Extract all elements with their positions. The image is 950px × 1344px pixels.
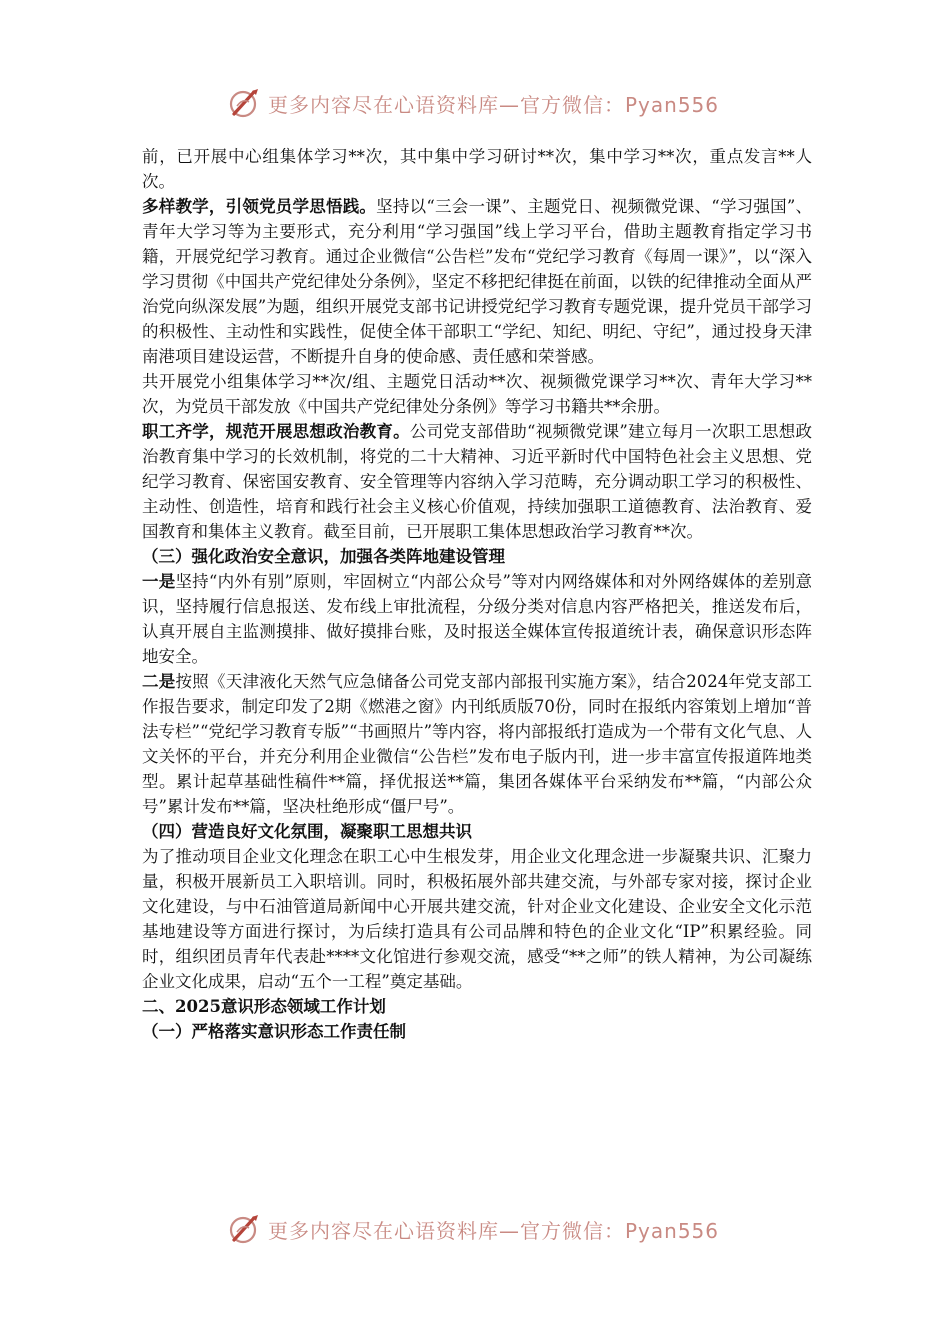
pen-logo-icon	[228, 86, 262, 120]
watermark-footer	[228, 1212, 719, 1246]
paragraph-text: 公司党支部借助“视频微党课”建立每月一次职工思想政治教育集中学习的长效机制，将党的二十大精神、习近平新时代中国特色社会主义思想、党纪学习教育、保密国安教育、安全管理等内容纳入学习范畴，充分调动职工学习的积极性、主动性、创造性，培育和践行社会主义核心价值观，持续加强职工道德教育、法治教育、爱国教育和集体主义教育。截至目前，已开展职工集体思想政治学习教育**次。	[142, 422, 813, 541]
paragraph-text: 按照《天津液化天然气应急储备公司党支部内部报刊实施方案》，结合2024年党支部工作报告要求，制定印发了2期《燃港之窗》内刊纸质版70份，同时在报纸内容策划上增加“普法专栏”“党纪学习教育专版”“书画照片”等内容，将内部报纸打造成为一个带有文化气息、人文关怀的平台，并充分利用企业微信“公告栏”发布电子版内刊，进一步丰富宣传报道阵地类型。累计起草基础性稿件**篇，择优报送**篇，集团各媒体平台采纳发布**篇，“内部公众号”累计发布**篇，坚决杜绝形成“僵尸号”。	[142, 672, 813, 816]
paragraph: 为了推动项目企业文化理念在职工心中生根发芽，用企业文化理念进一步凝聚共识、汇聚力量，积极开展新员工入职培训。同时，积极拓展外部共建交流，与外部专家对接，探讨企业文化建设，与中石油管道局新闻中心开展共建交流，针对企业文化建设、企业安全文化示范基地建设等方面进行探讨，为后续打造具有公司品牌和特色的企业文化“IP”积累经验。同时，组织团员青年代表赴****文化馆进行参观交流，感受“**之师”的铁人精神，为公司凝练企业文化成果，启动“五个一工程”奠定基础。	[142, 847, 812, 991]
paragraph-lead: 二是	[142, 672, 176, 691]
chapter-heading: 二、2025意识形态领域工作计划	[142, 997, 386, 1016]
paragraph: 前，已开展中心组集体学习**次，其中集中学习研讨**次，集中学习**次，重点发言**人次。	[142, 147, 812, 191]
paragraph	[142, 569, 812, 669]
paragraph-lead: 一是	[142, 572, 176, 591]
document-body	[142, 144, 812, 1044]
watermark-text: 更多内容尽在心语资料库—官方微信：Pyan556	[268, 92, 720, 117]
paragraph-lead: 多样教学，引领党员学思悟践。	[142, 197, 377, 216]
paragraph-lead: 职工齐学，规范开展思想政治教育。	[142, 422, 410, 441]
watermark-text: 更多内容尽在心语资料库—官方微信：Pyan556	[268, 1218, 720, 1243]
paragraph	[142, 194, 812, 369]
paragraph	[142, 669, 812, 819]
paragraph-text: 坚持“内外有别”原则，牢固树立“内部公众号”等对内网络媒体和对外网络媒体的差别意识，坚持履行信息报送、发布线上审批流程，分级分类对信息内容严格把关，推送发布后，认真开展自主监测摸排、做好摸排台账，及时报送全媒体宣传报道统计表，确保意识形态阵地安全。	[142, 572, 812, 666]
paragraph	[142, 419, 812, 544]
section-heading: （三）强化政治安全意识，加强各类阵地建设管理	[142, 547, 505, 566]
paragraph-text: 坚持以“三会一课”、主题党日、视频微党课、“学习强国”、青年大学习等为主要形式，充分利用“学习强国”线上学习平台，借助主题教育指定学习书籍，开展党纪学习教育。通过企业微信“公告栏”发布“党纪学习教育《每周一课》”，以“深入学习贯彻《中国共产党纪律处分条例》，坚定不移把纪律挺在前面，以铁的纪律推动全面从严治党向纵深发展”为题，组织开展党支部书记讲授党纪学习教育专题党课，提升党员干部学习的积极性、主动性和实践性，促使全体干部职工“学纪、知纪、明纪、守纪”，通过投身天津南港项目建设运营，不断提升自身的使命感、责任感和荣誉感。	[142, 197, 813, 366]
pen-logo-icon	[228, 1212, 262, 1246]
section-heading: （四）营造良好文化氛围，凝聚职工思想共识	[142, 822, 472, 841]
paragraph: 共开展党小组集体学习**次/组、主题党日活动**次、视频微党课学习**次、青年大学习**次，为党员干部发放《中国共产党纪律处分条例》等学习书籍共**余册。	[142, 372, 812, 416]
watermark-header	[228, 86, 719, 120]
section-heading: （一）严格落实意识形态工作责任制	[142, 1022, 406, 1041]
